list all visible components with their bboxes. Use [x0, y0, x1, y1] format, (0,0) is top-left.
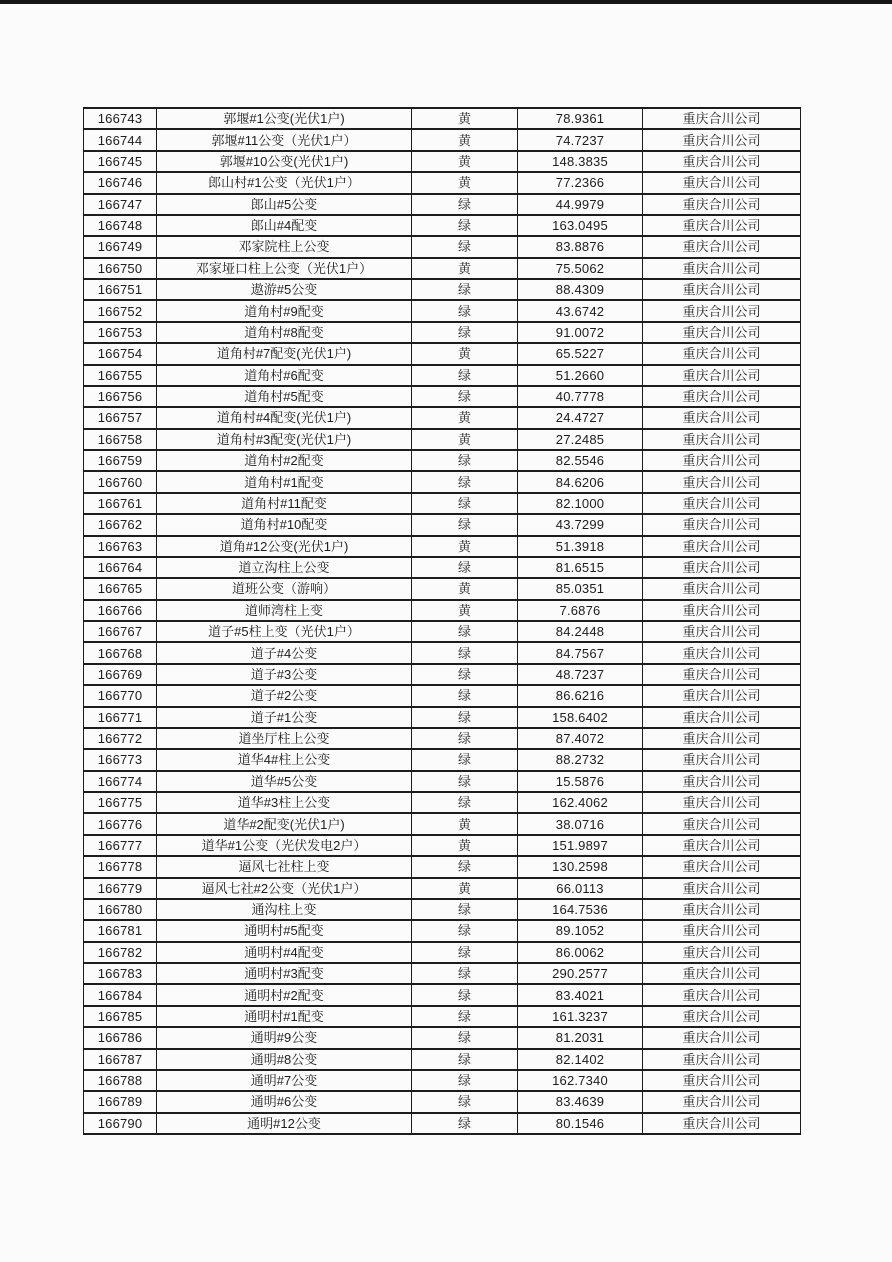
cell-record-id: 166776 — [84, 813, 157, 834]
cell-status: 绿 — [412, 685, 518, 706]
cell-value: 44.9979 — [518, 194, 643, 215]
cell-record-id: 166781 — [84, 920, 157, 941]
table-row — [84, 792, 801, 813]
cell-status: 绿 — [412, 194, 518, 215]
cell-value: 290.2577 — [518, 963, 643, 984]
cell-record-id: 166761 — [84, 493, 157, 514]
cell-status: 绿 — [412, 1027, 518, 1048]
cell-value: 75.5062 — [518, 258, 643, 279]
cell-transformer-name: 道角村#10配变 — [157, 514, 412, 535]
cell-value: 88.4309 — [518, 279, 643, 300]
cell-company: 重庆合川公司 — [643, 707, 801, 728]
cell-status: 黄 — [412, 258, 518, 279]
cell-record-id: 166777 — [84, 835, 157, 856]
cell-status: 绿 — [412, 215, 518, 236]
cell-record-id: 166780 — [84, 899, 157, 920]
cell-value: 85.0351 — [518, 578, 643, 599]
cell-transformer-name: 通明#12公变 — [157, 1113, 412, 1134]
cell-value: 27.2485 — [518, 429, 643, 450]
cell-company: 重庆合川公司 — [643, 984, 801, 1005]
table-row — [84, 899, 801, 920]
cell-status: 黄 — [412, 108, 518, 129]
cell-transformer-name: 道华4#柱上公变 — [157, 749, 412, 770]
cell-value: 81.6515 — [518, 557, 643, 578]
cell-value: 15.5876 — [518, 771, 643, 792]
cell-record-id: 166753 — [84, 322, 157, 343]
cell-company: 重庆合川公司 — [643, 258, 801, 279]
cell-company: 重庆合川公司 — [643, 835, 801, 856]
cell-transformer-name: 通沟柱上变 — [157, 899, 412, 920]
cell-record-id: 166762 — [84, 514, 157, 535]
cell-company: 重庆合川公司 — [643, 963, 801, 984]
table-row — [84, 664, 801, 685]
table-row — [84, 429, 801, 450]
table-row — [84, 920, 801, 941]
cell-value: 84.6206 — [518, 471, 643, 492]
cell-transformer-name: 郭堰#1公变(光伏1户) — [157, 108, 412, 129]
cell-record-id: 166772 — [84, 728, 157, 749]
cell-status: 绿 — [412, 664, 518, 685]
table-row — [84, 194, 801, 215]
table-row — [84, 1049, 801, 1070]
cell-status: 黄 — [412, 813, 518, 834]
table-row — [84, 835, 801, 856]
cell-transformer-name: 通明村#1配变 — [157, 1006, 412, 1027]
cell-company: 重庆合川公司 — [643, 664, 801, 685]
cell-company: 重庆合川公司 — [643, 685, 801, 706]
cell-record-id: 166763 — [84, 536, 157, 557]
cell-company: 重庆合川公司 — [643, 386, 801, 407]
cell-status: 黄 — [412, 536, 518, 557]
table-row — [84, 813, 801, 834]
cell-value: 82.1000 — [518, 493, 643, 514]
cell-transformer-name: 遨游#5公变 — [157, 279, 412, 300]
cell-value: 82.5546 — [518, 450, 643, 471]
cell-company: 重庆合川公司 — [643, 215, 801, 236]
cell-status: 黄 — [412, 429, 518, 450]
cell-value: 40.7778 — [518, 386, 643, 407]
cell-value: 66.0113 — [518, 878, 643, 899]
cell-company: 重庆合川公司 — [643, 899, 801, 920]
cell-transformer-name: 邓家院柱上公变 — [157, 236, 412, 257]
table-row — [84, 600, 801, 621]
table-row — [84, 258, 801, 279]
cell-record-id: 166785 — [84, 1006, 157, 1027]
cell-transformer-name: 郭堰#11公变（光伏1户） — [157, 129, 412, 150]
cell-status: 绿 — [412, 471, 518, 492]
cell-record-id: 166788 — [84, 1070, 157, 1091]
cell-value: 162.7340 — [518, 1070, 643, 1091]
cell-transformer-name: 通明村#5配变 — [157, 920, 412, 941]
cell-value: 65.5227 — [518, 343, 643, 364]
table-row — [84, 578, 801, 599]
cell-transformer-name: 道子#3公变 — [157, 664, 412, 685]
cell-status: 绿 — [412, 707, 518, 728]
cell-value: 158.6402 — [518, 707, 643, 728]
cell-value: 24.4727 — [518, 407, 643, 428]
table-row — [84, 963, 801, 984]
cell-record-id: 166770 — [84, 685, 157, 706]
cell-record-id: 166773 — [84, 749, 157, 770]
cell-status: 黄 — [412, 151, 518, 172]
cell-transformer-name: 道子#1公变 — [157, 707, 412, 728]
cell-transformer-name: 道角村#8配变 — [157, 322, 412, 343]
cell-transformer-name: 道角村#3配变(光伏1户) — [157, 429, 412, 450]
cell-record-id: 166743 — [84, 108, 157, 129]
cell-status: 绿 — [412, 236, 518, 257]
table-row — [84, 642, 801, 663]
cell-company: 重庆合川公司 — [643, 1049, 801, 1070]
table-row — [84, 215, 801, 236]
cell-status: 黄 — [412, 878, 518, 899]
cell-company: 重庆合川公司 — [643, 407, 801, 428]
cell-record-id: 166771 — [84, 707, 157, 728]
cell-record-id: 166765 — [84, 578, 157, 599]
cell-company: 重庆合川公司 — [643, 792, 801, 813]
cell-status: 绿 — [412, 728, 518, 749]
cell-transformer-name: 通明#7公变 — [157, 1070, 412, 1091]
cell-company: 重庆合川公司 — [643, 493, 801, 514]
cell-value: 161.3237 — [518, 1006, 643, 1027]
table-row — [84, 771, 801, 792]
cell-company: 重庆合川公司 — [643, 514, 801, 535]
cell-transformer-name: 道立沟柱上公变 — [157, 557, 412, 578]
cell-status: 绿 — [412, 493, 518, 514]
table-row — [84, 365, 801, 386]
cell-transformer-name: 道角村#6配变 — [157, 365, 412, 386]
cell-status: 黄 — [412, 835, 518, 856]
cell-status: 黄 — [412, 129, 518, 150]
cell-company: 重庆合川公司 — [643, 236, 801, 257]
cell-transformer-name: 道子#4公变 — [157, 642, 412, 663]
cell-record-id: 166782 — [84, 942, 157, 963]
cell-status: 绿 — [412, 920, 518, 941]
cell-transformer-name: 道角村#9配变 — [157, 300, 412, 321]
cell-value: 83.4021 — [518, 984, 643, 1005]
cell-company: 重庆合川公司 — [643, 813, 801, 834]
table-row — [84, 942, 801, 963]
cell-company: 重庆合川公司 — [643, 172, 801, 193]
cell-status: 黄 — [412, 600, 518, 621]
table-row — [84, 856, 801, 877]
cell-status: 绿 — [412, 365, 518, 386]
table-row — [84, 621, 801, 642]
cell-status: 绿 — [412, 1070, 518, 1091]
cell-company: 重庆合川公司 — [643, 621, 801, 642]
cell-value: 51.3918 — [518, 536, 643, 557]
cell-transformer-name: 郎山#5公变 — [157, 194, 412, 215]
cell-company: 重庆合川公司 — [643, 151, 801, 172]
table-row — [84, 1070, 801, 1091]
cell-record-id: 166775 — [84, 792, 157, 813]
cell-transformer-name: 郎山#4配变 — [157, 215, 412, 236]
cell-status: 绿 — [412, 1113, 518, 1134]
cell-company: 重庆合川公司 — [643, 1006, 801, 1027]
cell-value: 88.2732 — [518, 749, 643, 770]
cell-company: 重庆合川公司 — [643, 771, 801, 792]
cell-transformer-name: 道子#2公变 — [157, 685, 412, 706]
cell-status: 绿 — [412, 557, 518, 578]
cell-company: 重庆合川公司 — [643, 749, 801, 770]
cell-value: 74.7237 — [518, 129, 643, 150]
cell-company: 重庆合川公司 — [643, 365, 801, 386]
table-row — [84, 685, 801, 706]
cell-record-id: 166756 — [84, 386, 157, 407]
cell-value: 162.4062 — [518, 792, 643, 813]
cell-transformer-name: 通明村#2配变 — [157, 984, 412, 1005]
cell-value: 91.0072 — [518, 322, 643, 343]
cell-transformer-name: 道华#1公变（光伏发电2户） — [157, 835, 412, 856]
cell-company: 重庆合川公司 — [643, 300, 801, 321]
cell-record-id: 166754 — [84, 343, 157, 364]
cell-transformer-name: 道班公变（游响） — [157, 578, 412, 599]
cell-company: 重庆合川公司 — [643, 1027, 801, 1048]
cell-company: 重庆合川公司 — [643, 129, 801, 150]
cell-company: 重庆合川公司 — [643, 1070, 801, 1091]
table-row — [84, 728, 801, 749]
cell-status: 绿 — [412, 386, 518, 407]
cell-value: 86.6216 — [518, 685, 643, 706]
cell-value: 78.9361 — [518, 108, 643, 129]
cell-transformer-name: 道角村#5配变 — [157, 386, 412, 407]
table-row — [84, 1027, 801, 1048]
table-row — [84, 322, 801, 343]
cell-record-id: 166764 — [84, 557, 157, 578]
cell-value: 77.2366 — [518, 172, 643, 193]
cell-record-id: 166755 — [84, 365, 157, 386]
cell-record-id: 166752 — [84, 300, 157, 321]
cell-value: 148.3835 — [518, 151, 643, 172]
table-row — [84, 514, 801, 535]
cell-status: 绿 — [412, 514, 518, 535]
cell-value: 48.7237 — [518, 664, 643, 685]
cell-value: 87.4072 — [518, 728, 643, 749]
table-row — [84, 279, 801, 300]
cell-record-id: 166745 — [84, 151, 157, 172]
cell-value: 86.0062 — [518, 942, 643, 963]
cell-transformer-name: 道角#12公变(光伏1户) — [157, 536, 412, 557]
cell-record-id: 166758 — [84, 429, 157, 450]
cell-transformer-name: 逼风七社柱上变 — [157, 856, 412, 877]
cell-company: 重庆合川公司 — [643, 450, 801, 471]
cell-record-id: 166783 — [84, 963, 157, 984]
transformer-table — [83, 107, 801, 1135]
cell-status: 黄 — [412, 172, 518, 193]
table-row — [84, 493, 801, 514]
cell-record-id: 166766 — [84, 600, 157, 621]
cell-status: 绿 — [412, 1049, 518, 1070]
cell-record-id: 166759 — [84, 450, 157, 471]
cell-status: 绿 — [412, 963, 518, 984]
cell-record-id: 166749 — [84, 236, 157, 257]
cell-status: 黄 — [412, 407, 518, 428]
cell-record-id: 166748 — [84, 215, 157, 236]
table-row — [84, 129, 801, 150]
cell-record-id: 166746 — [84, 172, 157, 193]
cell-company: 重庆合川公司 — [643, 279, 801, 300]
cell-transformer-name: 通明#8公变 — [157, 1049, 412, 1070]
cell-record-id: 166757 — [84, 407, 157, 428]
cell-value: 83.4639 — [518, 1091, 643, 1112]
table-row — [84, 386, 801, 407]
cell-company: 重庆合川公司 — [643, 343, 801, 364]
cell-value: 51.2660 — [518, 365, 643, 386]
cell-transformer-name: 道华#2配变(光伏1户) — [157, 813, 412, 834]
cell-transformer-name: 道角村#1配变 — [157, 471, 412, 492]
cell-status: 绿 — [412, 984, 518, 1005]
cell-value: 163.0495 — [518, 215, 643, 236]
cell-company: 重庆合川公司 — [643, 642, 801, 663]
cell-transformer-name: 通明#9公变 — [157, 1027, 412, 1048]
table-row — [84, 1091, 801, 1112]
cell-transformer-name: 道角村#11配变 — [157, 493, 412, 514]
cell-transformer-name: 道角村#2配变 — [157, 450, 412, 471]
cell-company: 重庆合川公司 — [643, 536, 801, 557]
cell-value: 80.1546 — [518, 1113, 643, 1134]
cell-company: 重庆合川公司 — [643, 728, 801, 749]
table-row — [84, 407, 801, 428]
cell-transformer-name: 道华#3柱上公变 — [157, 792, 412, 813]
table-row — [84, 707, 801, 728]
cell-record-id: 166786 — [84, 1027, 157, 1048]
cell-transformer-name: 道子#5柱上变（光伏1户） — [157, 621, 412, 642]
cell-company: 重庆合川公司 — [643, 578, 801, 599]
cell-transformer-name: 逼风七社#2公变（光伏1户） — [157, 878, 412, 899]
cell-transformer-name: 通明村#4配变 — [157, 942, 412, 963]
table-row — [84, 1113, 801, 1134]
cell-company: 重庆合川公司 — [643, 1091, 801, 1112]
table-row — [84, 151, 801, 172]
cell-company: 重庆合川公司 — [643, 1113, 801, 1134]
cell-status: 绿 — [412, 279, 518, 300]
cell-transformer-name: 通明#6公变 — [157, 1091, 412, 1112]
cell-record-id: 166774 — [84, 771, 157, 792]
cell-transformer-name: 道师湾柱上变 — [157, 600, 412, 621]
cell-value: 84.2448 — [518, 621, 643, 642]
cell-status: 绿 — [412, 749, 518, 770]
cell-company: 重庆合川公司 — [643, 856, 801, 877]
cell-transformer-name: 道华#5公变 — [157, 771, 412, 792]
table-row — [84, 172, 801, 193]
cell-company: 重庆合川公司 — [643, 878, 801, 899]
table-row — [84, 984, 801, 1005]
cell-record-id: 166750 — [84, 258, 157, 279]
table-row — [84, 878, 801, 899]
cell-record-id: 166751 — [84, 279, 157, 300]
cell-status: 绿 — [412, 899, 518, 920]
cell-status: 绿 — [412, 300, 518, 321]
cell-transformer-name: 邓家垭口柱上公变（光伏1户） — [157, 258, 412, 279]
cell-company: 重庆合川公司 — [643, 942, 801, 963]
cell-transformer-name: 道角村#7配变(光伏1户) — [157, 343, 412, 364]
cell-record-id: 166744 — [84, 129, 157, 150]
cell-status: 绿 — [412, 856, 518, 877]
table-row — [84, 471, 801, 492]
cell-value: 151.9897 — [518, 835, 643, 856]
top-edge-bar — [0, 0, 892, 4]
cell-company: 重庆合川公司 — [643, 920, 801, 941]
cell-transformer-name: 郭堰#10公变(光伏1户) — [157, 151, 412, 172]
cell-value: 38.0716 — [518, 813, 643, 834]
cell-company: 重庆合川公司 — [643, 194, 801, 215]
table-row — [84, 343, 801, 364]
cell-value: 83.8876 — [518, 236, 643, 257]
table-body — [84, 108, 801, 1134]
cell-transformer-name: 道坐厅柱上公变 — [157, 728, 412, 749]
table-row — [84, 236, 801, 257]
cell-record-id: 166778 — [84, 856, 157, 877]
cell-company: 重庆合川公司 — [643, 600, 801, 621]
cell-status: 黄 — [412, 343, 518, 364]
cell-value: 7.6876 — [518, 600, 643, 621]
cell-record-id: 166747 — [84, 194, 157, 215]
cell-record-id: 166779 — [84, 878, 157, 899]
cell-company: 重庆合川公司 — [643, 557, 801, 578]
cell-company: 重庆合川公司 — [643, 322, 801, 343]
cell-status: 绿 — [412, 942, 518, 963]
cell-status: 绿 — [412, 1006, 518, 1027]
cell-transformer-name: 通明村#3配变 — [157, 963, 412, 984]
cell-status: 绿 — [412, 450, 518, 471]
cell-value: 84.7567 — [518, 642, 643, 663]
cell-value: 43.7299 — [518, 514, 643, 535]
cell-status: 绿 — [412, 621, 518, 642]
cell-record-id: 166769 — [84, 664, 157, 685]
cell-record-id: 166790 — [84, 1113, 157, 1134]
cell-record-id: 166784 — [84, 984, 157, 1005]
cell-value: 82.1402 — [518, 1049, 643, 1070]
cell-status: 绿 — [412, 792, 518, 813]
cell-record-id: 166760 — [84, 471, 157, 492]
cell-status: 黄 — [412, 578, 518, 599]
cell-value: 164.7536 — [518, 899, 643, 920]
cell-company: 重庆合川公司 — [643, 108, 801, 129]
cell-record-id: 166767 — [84, 621, 157, 642]
cell-status: 绿 — [412, 771, 518, 792]
cell-transformer-name: 道角村#4配变(光伏1户) — [157, 407, 412, 428]
table-row — [84, 749, 801, 770]
cell-value: 89.1052 — [518, 920, 643, 941]
table-row — [84, 300, 801, 321]
cell-record-id: 166789 — [84, 1091, 157, 1112]
table-row — [84, 536, 801, 557]
cell-status: 绿 — [412, 322, 518, 343]
cell-status: 绿 — [412, 642, 518, 663]
cell-value: 81.2031 — [518, 1027, 643, 1048]
cell-record-id: 166787 — [84, 1049, 157, 1070]
cell-status: 绿 — [412, 1091, 518, 1112]
cell-company: 重庆合川公司 — [643, 471, 801, 492]
table-row — [84, 1006, 801, 1027]
table-row — [84, 557, 801, 578]
table-row — [84, 108, 801, 129]
table-row — [84, 450, 801, 471]
cell-record-id: 166768 — [84, 642, 157, 663]
cell-value: 130.2598 — [518, 856, 643, 877]
cell-value: 43.6742 — [518, 300, 643, 321]
cell-company: 重庆合川公司 — [643, 429, 801, 450]
cell-transformer-name: 郎山村#1公变（光伏1户） — [157, 172, 412, 193]
